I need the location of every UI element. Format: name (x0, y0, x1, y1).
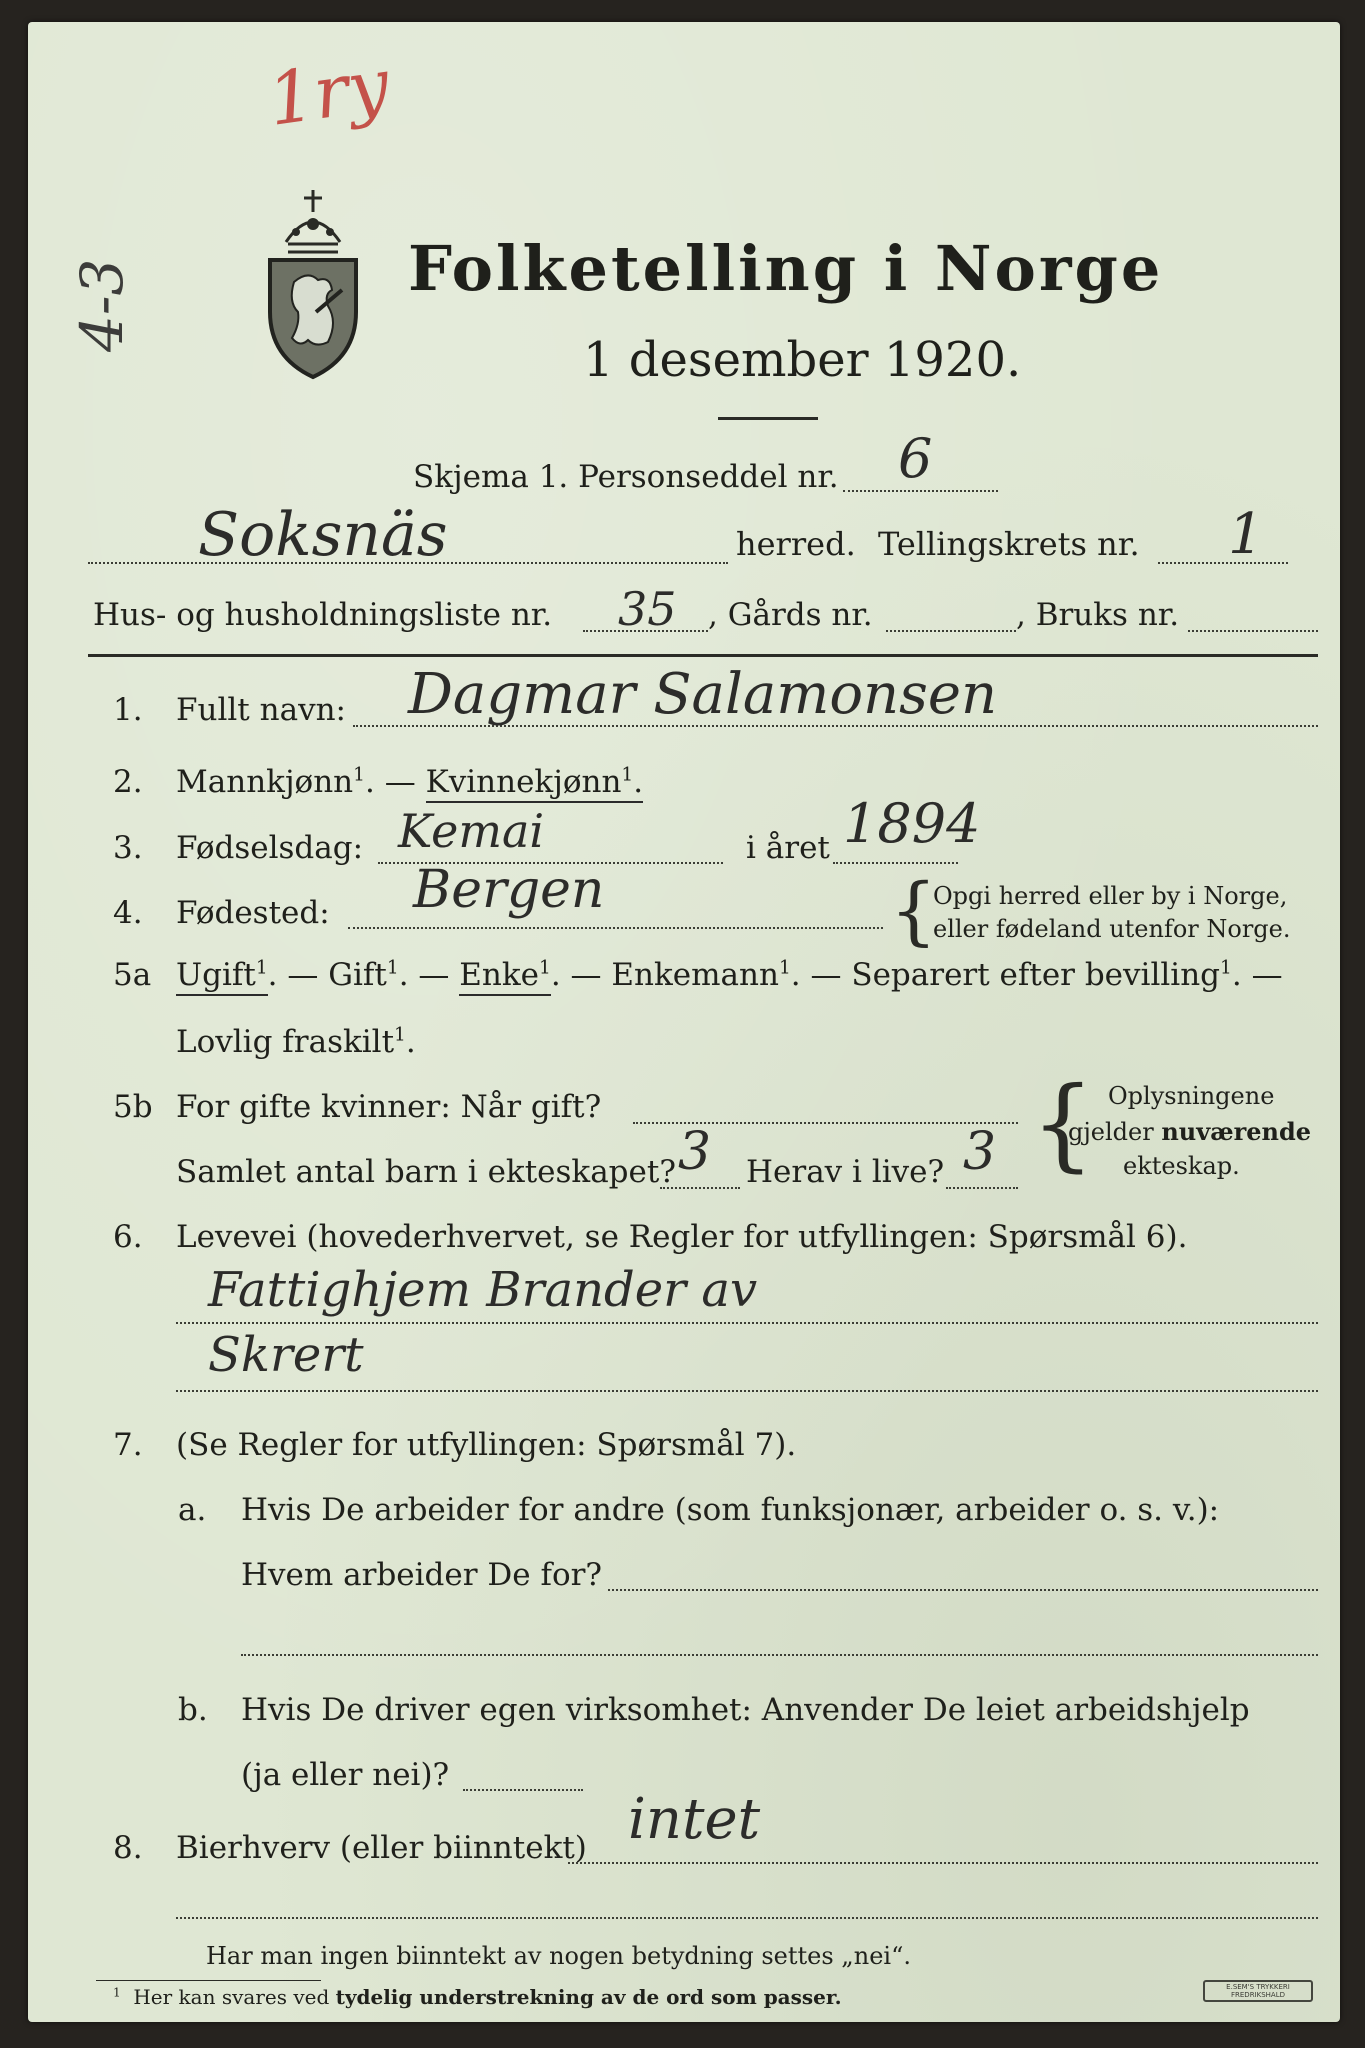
coat-of-arms-icon (258, 172, 368, 382)
schema-number-line (843, 490, 998, 492)
tellingskrets-line (1158, 562, 1288, 564)
form-date: 1 desember 1920. (583, 332, 1022, 388)
q4-brace: { (890, 868, 938, 954)
tellingskrets-value: 1 (1228, 502, 1264, 567)
herred-label: herred. (736, 525, 856, 563)
q1-label: Fullt navn: (176, 692, 346, 728)
q4-label: Fødested: (176, 895, 330, 931)
tellingskrets-label: Tellingskrets nr. (878, 525, 1140, 563)
q3-year-line (833, 862, 958, 864)
q3-value: Kemai (398, 804, 545, 858)
title-divider (718, 417, 818, 420)
gards-line (886, 630, 1016, 632)
q3-number: 3. (113, 830, 143, 866)
q6-line-2 (176, 1390, 1318, 1392)
side-pencil-annotation: 4-3 (68, 258, 136, 352)
q2-options: Mannkjønn$^1$. — Kvinnekjønn$^1$. (176, 764, 643, 800)
q7b-label: Hvis De driver egen virksomhet: Anvender De leiet arbeidshjelp (241, 1692, 1250, 1728)
q6-value-1: Fattighjem Brander av (208, 1262, 758, 1318)
footnote-rule (96, 1980, 321, 1981)
q5b-barn-line (660, 1187, 740, 1189)
q5b-barn-label: Samlet antal barn i ekteskapet? (176, 1154, 676, 1190)
q8-note: Har man ingen biinntekt av nogen betydning settes „nei“. (206, 1942, 911, 1970)
q5a-fraskilt-row: Lovlig fraskilt$^1$. (176, 1024, 416, 1060)
q2-female: Kvinnekjønn$^1$. (426, 764, 644, 803)
hus-value: 35 (618, 582, 677, 636)
q5b-barn-value: 3 (678, 1122, 712, 1182)
q7a-line-2 (241, 1654, 1318, 1656)
header-divider (88, 654, 1318, 657)
q4-value: Bergen (413, 860, 605, 920)
q8-label: Bierhverv (eller biinntekt) (176, 1830, 587, 1866)
q8-line-2 (176, 1917, 1318, 1919)
q5a-ugift: Ugift$^1$ (176, 957, 268, 996)
red-pencil-annotation: 1ry (262, 41, 395, 143)
q2-number: 2. (113, 764, 143, 800)
q5b-live-line (946, 1187, 1018, 1189)
q5a-enke: Enke$^1$ (459, 957, 551, 996)
q5a-options: Ugift$^1$. — Gift$^1$. — Enke$^1$. — Enkemann$^1$. — Separert efter bevilling$^1$. — (176, 957, 1283, 993)
q5b-note-3: ekteskap. (1123, 1152, 1240, 1180)
q4-note-1: Opgi herred eller by i Norge, (933, 882, 1288, 910)
q7-label: (Se Regler for utfyllingen: Spørsmål 7). (176, 1427, 797, 1463)
bruks-label: , Bruks nr. (1016, 597, 1180, 633)
q5a-separert: Separert efter bevilling (851, 957, 1221, 993)
q6-line-1 (176, 1322, 1318, 1324)
q5b-label: For gifte kvinner: Når gift? (176, 1089, 602, 1125)
schema-label: Skjema 1. Personseddel nr. (413, 459, 839, 495)
q5b-note-1: Oplysningene (1108, 1082, 1275, 1110)
q7-number: 7. (113, 1427, 143, 1463)
q5b-number: 5b (113, 1089, 153, 1125)
q5a-fraskilt: Lovlig fraskilt (176, 1024, 395, 1060)
q8-number: 8. (113, 1830, 143, 1866)
bruks-line (1188, 630, 1318, 632)
schema-number-value: 6 (898, 427, 933, 490)
q5b-live-label: Herav i live? (746, 1154, 945, 1190)
form-title: Folketelling i Norge (408, 232, 1164, 305)
q5a-enkemann: Enkemann (611, 957, 779, 993)
q6-value-2: Skrert (208, 1327, 364, 1383)
q7b-line (463, 1789, 583, 1791)
q7a-label-2: Hvem arbeider De for? (241, 1557, 603, 1593)
herred-value: Soksnäs (198, 500, 448, 570)
q6-label: Levevei (hovederhvervet, se Regler for utfyllingen: Spørsmål 6). (176, 1219, 1188, 1255)
q7a-label: Hvis De arbeider for andre (som funksjonær, arbeider o. s. v.): (241, 1492, 1220, 1528)
q6-number: 6. (113, 1219, 143, 1255)
q1-value: Dagmar Salamonsen (408, 662, 998, 727)
q3-label: Fødselsdag: (176, 830, 364, 866)
q4-line (348, 927, 883, 929)
q5a-gift: Gift (328, 957, 387, 993)
q3-year-value: 1894 (843, 792, 981, 855)
q7b-number: b. (178, 1692, 208, 1728)
printer-stamp: E.SEM'S TRYKKERI FREDRIKSHALD (1203, 1980, 1313, 2002)
q5a-number: 5a (113, 957, 152, 993)
q8-line-1 (568, 1862, 1318, 1864)
q5b-live-value: 3 (963, 1122, 997, 1182)
q7b-label-2: (ja eller nei)? (241, 1757, 450, 1793)
hus-label: Hus- og husholdningsliste nr. (93, 597, 553, 633)
gards-label: , Gårds nr. (708, 597, 873, 633)
q2-male: Mannkjønn (176, 764, 354, 800)
q8-value: intet (628, 1787, 761, 1852)
q3-year-label: i året (746, 830, 830, 866)
q4-note-2: eller fødeland utenfor Norge. (933, 915, 1291, 943)
census-form (28, 22, 1340, 2022)
q7a-line-1 (608, 1589, 1318, 1591)
q7a-number: a. (178, 1492, 207, 1528)
q5b-brace: { (1031, 1065, 1095, 1182)
q4-number: 4. (113, 895, 143, 931)
q5b-note-2: gjelder nuværende (1068, 1117, 1312, 1146)
q1-number: 1. (113, 692, 143, 728)
footnote: $^1$ Her kan svares ved tydelig understrekning av de ord som passer. (113, 1985, 842, 2009)
